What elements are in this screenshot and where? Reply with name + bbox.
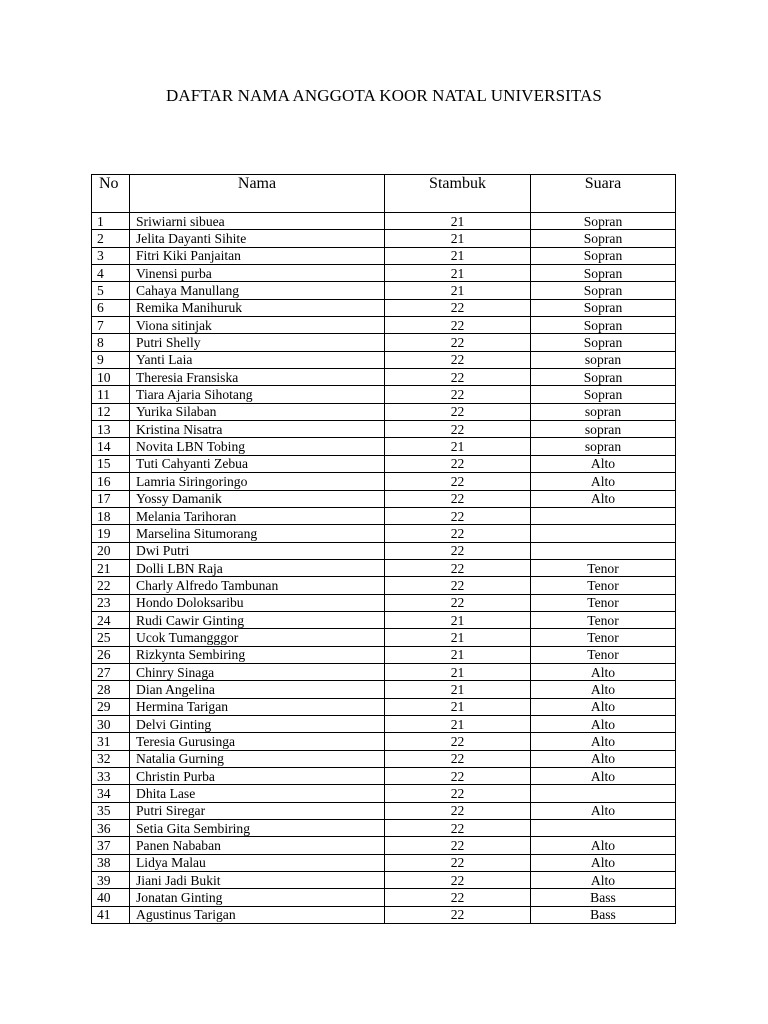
cell-nama: Putri Shelly <box>130 334 385 351</box>
cell-suara: Tenor <box>531 629 676 646</box>
table-row <box>92 715 676 732</box>
table-row <box>92 837 676 854</box>
cell-nama: Dwi Putri <box>130 542 385 559</box>
cell-suara: sopran <box>531 403 676 420</box>
cell-no: 7 <box>92 317 130 334</box>
cell-no: 14 <box>92 438 130 455</box>
column-header-no: No <box>92 175 130 213</box>
cell-suara: Sopran <box>531 247 676 264</box>
table-row <box>92 507 676 524</box>
cell-no: 15 <box>92 455 130 472</box>
table-row <box>92 525 676 542</box>
cell-no: 13 <box>92 421 130 438</box>
cell-no: 1 <box>92 213 130 230</box>
cell-stambuk: 22 <box>385 889 531 906</box>
cell-nama: Vinensi purba <box>130 265 385 282</box>
cell-suara: Alto <box>531 490 676 507</box>
cell-no: 29 <box>92 698 130 715</box>
member-table <box>91 174 676 924</box>
cell-nama: Novita LBN Tobing <box>130 438 385 455</box>
cell-suara: Alto <box>531 750 676 767</box>
table-row <box>92 542 676 559</box>
cell-suara: Alto <box>531 733 676 750</box>
table-row <box>92 473 676 490</box>
cell-suara: Alto <box>531 663 676 680</box>
cell-suara: Sopran <box>531 265 676 282</box>
table-row <box>92 663 676 680</box>
cell-no: 31 <box>92 733 130 750</box>
table-row <box>92 646 676 663</box>
cell-no: 17 <box>92 490 130 507</box>
cell-suara: Alto <box>531 854 676 871</box>
cell-nama: Christin Purba <box>130 768 385 785</box>
cell-nama: Jonatan Ginting <box>130 889 385 906</box>
cell-stambuk: 22 <box>385 854 531 871</box>
cell-nama: Chinry Sinaga <box>130 663 385 680</box>
cell-no: 23 <box>92 594 130 611</box>
cell-stambuk: 21 <box>385 681 531 698</box>
cell-stambuk: 21 <box>385 715 531 732</box>
cell-suara <box>531 785 676 802</box>
table-row <box>92 611 676 628</box>
cell-no: 20 <box>92 542 130 559</box>
table-row <box>92 577 676 594</box>
cell-stambuk: 22 <box>385 525 531 542</box>
cell-no: 36 <box>92 820 130 837</box>
cell-stambuk: 22 <box>385 577 531 594</box>
column-header-stambuk: Stambuk <box>385 175 531 213</box>
cell-nama: Viona sitinjak <box>130 317 385 334</box>
cell-stambuk: 22 <box>385 421 531 438</box>
cell-stambuk: 22 <box>385 837 531 854</box>
table-row <box>92 351 676 368</box>
cell-stambuk: 21 <box>385 663 531 680</box>
cell-stambuk: 22 <box>385 490 531 507</box>
cell-nama: Marselina Situmorang <box>130 525 385 542</box>
cell-nama: Kristina Nisatra <box>130 421 385 438</box>
table-row <box>92 785 676 802</box>
cell-suara: Alto <box>531 455 676 472</box>
cell-no: 12 <box>92 403 130 420</box>
table-row <box>92 629 676 646</box>
cell-no: 11 <box>92 386 130 403</box>
cell-nama: Dolli LBN Raja <box>130 559 385 576</box>
cell-no: 28 <box>92 681 130 698</box>
cell-no: 35 <box>92 802 130 819</box>
cell-stambuk: 22 <box>385 594 531 611</box>
cell-no: 2 <box>92 230 130 247</box>
table-row <box>92 247 676 264</box>
cell-stambuk: 22 <box>385 473 531 490</box>
table-row <box>92 750 676 767</box>
cell-stambuk: 22 <box>385 334 531 351</box>
cell-no: 8 <box>92 334 130 351</box>
cell-suara: Alto <box>531 837 676 854</box>
cell-nama: Yurika Silaban <box>130 403 385 420</box>
cell-nama: Fitri Kiki Panjaitan <box>130 247 385 264</box>
cell-no: 21 <box>92 559 130 576</box>
cell-no: 37 <box>92 837 130 854</box>
cell-nama: Theresia Fransiska <box>130 369 385 386</box>
cell-stambuk: 22 <box>385 733 531 750</box>
cell-stambuk: 21 <box>385 282 531 299</box>
cell-nama: Ucok Tumangggor <box>130 629 385 646</box>
table-row <box>92 403 676 420</box>
cell-suara: Alto <box>531 681 676 698</box>
cell-suara: Alto <box>531 872 676 889</box>
table-row <box>92 282 676 299</box>
cell-nama: Rudi Cawir Ginting <box>130 611 385 628</box>
cell-suara: sopran <box>531 438 676 455</box>
cell-nama: Tiara Ajaria Sihotang <box>130 386 385 403</box>
cell-no: 33 <box>92 768 130 785</box>
cell-no: 4 <box>92 265 130 282</box>
cell-stambuk: 21 <box>385 247 531 264</box>
cell-stambuk: 21 <box>385 213 531 230</box>
cell-no: 34 <box>92 785 130 802</box>
cell-stambuk: 22 <box>385 369 531 386</box>
table-body <box>92 213 676 924</box>
cell-suara: Alto <box>531 473 676 490</box>
cell-suara <box>531 525 676 542</box>
cell-suara: Alto <box>531 768 676 785</box>
column-header-nama: Nama <box>130 175 385 213</box>
cell-suara: Tenor <box>531 611 676 628</box>
cell-nama: Hondo Doloksaribu <box>130 594 385 611</box>
cell-stambuk: 22 <box>385 351 531 368</box>
cell-suara <box>531 542 676 559</box>
cell-stambuk: 21 <box>385 611 531 628</box>
cell-nama: Natalia Gurning <box>130 750 385 767</box>
table-row <box>92 681 676 698</box>
cell-no: 32 <box>92 750 130 767</box>
cell-nama: Panen Nababan <box>130 837 385 854</box>
cell-no: 38 <box>92 854 130 871</box>
cell-suara: Sopran <box>531 213 676 230</box>
cell-suara <box>531 820 676 837</box>
cell-no: 40 <box>92 889 130 906</box>
cell-no: 30 <box>92 715 130 732</box>
cell-no: 19 <box>92 525 130 542</box>
cell-suara: Bass <box>531 906 676 923</box>
cell-nama: Jelita Dayanti Sihite <box>130 230 385 247</box>
cell-suara: sopran <box>531 351 676 368</box>
cell-nama: Yossy Damanik <box>130 490 385 507</box>
cell-suara: sopran <box>531 421 676 438</box>
cell-suara: Tenor <box>531 577 676 594</box>
table-row <box>92 733 676 750</box>
cell-no: 16 <box>92 473 130 490</box>
cell-nama: Sriwiarni sibuea <box>130 213 385 230</box>
table-row <box>92 889 676 906</box>
cell-nama: Setia Gita Sembiring <box>130 820 385 837</box>
cell-nama: Dhita Lase <box>130 785 385 802</box>
table-row <box>92 421 676 438</box>
cell-stambuk: 22 <box>385 785 531 802</box>
cell-no: 26 <box>92 646 130 663</box>
cell-no: 39 <box>92 872 130 889</box>
cell-nama: Yanti Laia <box>130 351 385 368</box>
cell-suara: Tenor <box>531 559 676 576</box>
cell-suara: Sopran <box>531 369 676 386</box>
table-row <box>92 698 676 715</box>
cell-suara: Tenor <box>531 594 676 611</box>
cell-suara: Alto <box>531 698 676 715</box>
table-row <box>92 317 676 334</box>
cell-stambuk: 22 <box>385 802 531 819</box>
cell-nama: Tuti Cahyanti Zebua <box>130 455 385 472</box>
cell-stambuk: 21 <box>385 629 531 646</box>
cell-suara: Alto <box>531 802 676 819</box>
cell-stambuk: 22 <box>385 820 531 837</box>
table-row <box>92 369 676 386</box>
cell-suara: Sopran <box>531 334 676 351</box>
cell-suara: Sopran <box>531 386 676 403</box>
cell-nama: Putri Siregar <box>130 802 385 819</box>
cell-no: 5 <box>92 282 130 299</box>
table-row <box>92 872 676 889</box>
cell-no: 25 <box>92 629 130 646</box>
cell-no: 6 <box>92 299 130 316</box>
cell-nama: Melania Tarihoran <box>130 507 385 524</box>
table-row <box>92 906 676 923</box>
table-row <box>92 265 676 282</box>
cell-suara: Sopran <box>531 299 676 316</box>
cell-no: 3 <box>92 247 130 264</box>
cell-suara <box>531 507 676 524</box>
table-row <box>92 299 676 316</box>
cell-stambuk: 21 <box>385 438 531 455</box>
cell-stambuk: 22 <box>385 872 531 889</box>
column-header-suara: Suara <box>531 175 676 213</box>
table-row <box>92 455 676 472</box>
cell-no: 27 <box>92 663 130 680</box>
table-row <box>92 230 676 247</box>
cell-stambuk: 22 <box>385 386 531 403</box>
table-row <box>92 594 676 611</box>
cell-stambuk: 22 <box>385 507 531 524</box>
cell-nama: Teresia Gurusinga <box>130 733 385 750</box>
cell-stambuk: 21 <box>385 698 531 715</box>
table-row <box>92 768 676 785</box>
cell-nama: Cahaya Manullang <box>130 282 385 299</box>
table-row <box>92 438 676 455</box>
table-row <box>92 334 676 351</box>
table-row <box>92 386 676 403</box>
cell-stambuk: 22 <box>385 455 531 472</box>
cell-nama: Rizkynta Sembiring <box>130 646 385 663</box>
table-header-row <box>92 175 676 213</box>
table-row <box>92 802 676 819</box>
cell-no: 10 <box>92 369 130 386</box>
table-row <box>92 490 676 507</box>
cell-nama: Charly Alfredo Tambunan <box>130 577 385 594</box>
cell-suara: Sopran <box>531 230 676 247</box>
table-row <box>92 559 676 576</box>
cell-nama: Jiani Jadi Bukit <box>130 872 385 889</box>
cell-suara: Sopran <box>531 282 676 299</box>
table-row <box>92 820 676 837</box>
cell-stambuk: 22 <box>385 768 531 785</box>
cell-stambuk: 22 <box>385 559 531 576</box>
cell-nama: Lidya Malau <box>130 854 385 871</box>
cell-no: 24 <box>92 611 130 628</box>
cell-suara: Sopran <box>531 317 676 334</box>
cell-no: 9 <box>92 351 130 368</box>
cell-stambuk: 22 <box>385 906 531 923</box>
cell-stambuk: 22 <box>385 542 531 559</box>
cell-nama: Hermina Tarigan <box>130 698 385 715</box>
cell-no: 18 <box>92 507 130 524</box>
cell-stambuk: 21 <box>385 230 531 247</box>
cell-nama: Remika Manihuruk <box>130 299 385 316</box>
cell-stambuk: 21 <box>385 646 531 663</box>
cell-stambuk: 22 <box>385 403 531 420</box>
cell-stambuk: 22 <box>385 299 531 316</box>
cell-suara: Bass <box>531 889 676 906</box>
cell-nama: Lamria Siringoringo <box>130 473 385 490</box>
cell-stambuk: 21 <box>385 265 531 282</box>
table-row <box>92 854 676 871</box>
cell-stambuk: 22 <box>385 317 531 334</box>
cell-nama: Agustinus Tarigan <box>130 906 385 923</box>
cell-suara: Tenor <box>531 646 676 663</box>
cell-stambuk: 22 <box>385 750 531 767</box>
cell-suara: Alto <box>531 715 676 732</box>
page-title: DAFTAR NAMA ANGGOTA KOOR NATAL UNIVERSITAS <box>166 86 602 105</box>
cell-no: 22 <box>92 577 130 594</box>
cell-nama: Delvi Ginting <box>130 715 385 732</box>
cell-nama: Dian Angelina <box>130 681 385 698</box>
cell-no: 41 <box>92 906 130 923</box>
table-row <box>92 213 676 230</box>
